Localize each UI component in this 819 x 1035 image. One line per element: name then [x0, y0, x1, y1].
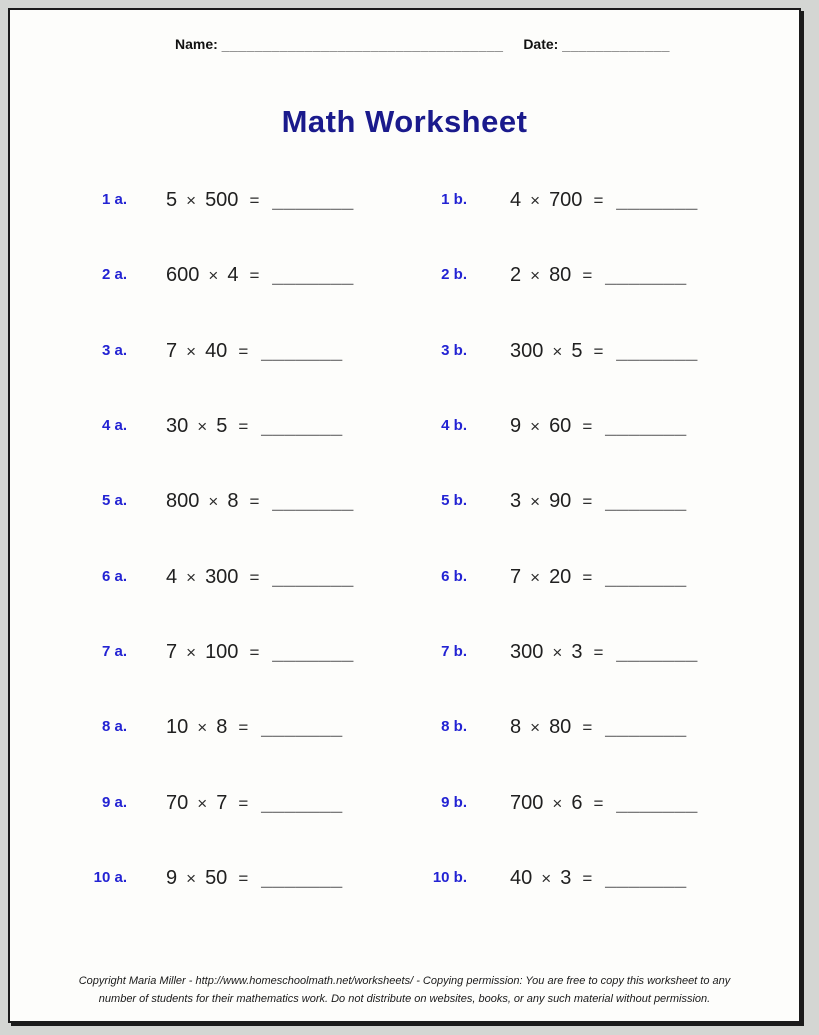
problem-expression-a [166, 338, 343, 365]
equals-sign: = [238, 341, 249, 361]
answer-blank: _______ [605, 867, 687, 890]
answer-blank: _______ [261, 339, 343, 362]
factor-1: 300 [510, 641, 544, 664]
factor-1: 70 [166, 791, 189, 814]
factor-1: 40 [510, 867, 533, 890]
answer-blank: _______ [261, 791, 343, 814]
equals-sign: = [593, 341, 604, 361]
answer-blank: _______ [272, 189, 354, 211]
answer-blank: _______ [272, 490, 354, 513]
name-label: Name: [175, 36, 218, 52]
problem-number-a: 9 a. [101, 793, 127, 811]
factor-1: 7 [166, 641, 178, 664]
problem-number-b: 9 b. [441, 793, 467, 811]
factor-2: 3 [560, 867, 572, 890]
problem-expression-b [510, 187, 698, 214]
factor-2: 8 [227, 490, 239, 513]
equals-sign: = [249, 492, 260, 512]
copyright-line-2: number of students for their mathematics work. Do not distribute on websites, books, or any such material without permission. [98, 993, 711, 1005]
factor-2: 300 [205, 565, 239, 588]
factor-2: 4 [227, 264, 239, 287]
equals-sign: = [582, 869, 593, 889]
problem-row [10, 413, 799, 488]
problem-row [10, 865, 799, 940]
equals-sign: = [249, 567, 260, 587]
problem-number-b: 2 b. [441, 266, 467, 284]
factor-1: 7 [166, 339, 178, 362]
equals-sign: = [238, 793, 249, 813]
problem-expression-a [166, 262, 354, 289]
equals-sign: = [582, 417, 593, 437]
problem-expression-b [510, 338, 698, 365]
times-sign: × [552, 643, 563, 663]
equals-sign: = [582, 567, 593, 587]
equals-sign: = [238, 718, 249, 738]
times-sign: × [208, 266, 219, 286]
times-sign: × [197, 417, 208, 437]
problem-number-a: 1 a. [101, 191, 127, 208]
answer-blank: _______ [261, 415, 343, 438]
factor-2: 80 [549, 716, 572, 739]
answer-blank: _______ [261, 867, 343, 890]
times-sign: × [541, 869, 552, 889]
problem-number-b: 8 b. [441, 718, 467, 736]
times-sign: × [530, 191, 541, 210]
equals-sign: = [593, 643, 604, 663]
factor-2: 700 [549, 189, 583, 211]
factor-1: 10 [166, 716, 189, 739]
problem-number-b: 6 b. [441, 567, 467, 585]
answer-blank: _______ [605, 716, 687, 739]
factor-2: 80 [549, 264, 572, 287]
times-sign: × [186, 567, 197, 587]
factor-2: 8 [216, 716, 228, 739]
answer-blank: _______ [272, 565, 354, 588]
times-sign: × [552, 341, 563, 361]
factor-2: 60 [549, 415, 572, 438]
problem-expression-b [510, 865, 687, 892]
factor-2: 500 [205, 189, 239, 211]
problem-number-a: 6 a. [101, 567, 127, 585]
factor-1: 4 [510, 189, 522, 211]
equals-sign: = [249, 266, 260, 286]
factor-2: 20 [549, 565, 572, 588]
factor-2: 50 [205, 867, 228, 890]
factor-1: 800 [166, 490, 200, 513]
problem-expression-b [510, 262, 687, 289]
factor-1: 3 [510, 490, 522, 513]
factor-2: 6 [571, 791, 583, 814]
problem-number-b: 7 b. [441, 643, 467, 661]
problem-number-a: 2 a. [101, 266, 127, 284]
problem-expression-b [510, 488, 687, 515]
copyright-footer [10, 972, 799, 1008]
answer-blank: _______ [616, 791, 698, 814]
copyright-line-1: Copyright Maria Miller - http://www.homeschoolmath.net/worksheets/ - Copying permission: You are free to copy this worksheet to any [78, 975, 731, 987]
equals-sign: = [238, 869, 249, 889]
times-sign: × [530, 492, 541, 512]
problem-row [10, 338, 799, 413]
problem-expression-a [166, 413, 343, 440]
problem-expression-b [510, 714, 687, 741]
problem-expression-a [166, 714, 343, 741]
times-sign: × [530, 718, 541, 738]
date-blank-line: _____________ [562, 36, 670, 52]
times-sign: × [208, 492, 219, 512]
equals-sign: = [593, 793, 604, 813]
times-sign: × [197, 718, 208, 738]
problem-expression-a [166, 790, 343, 817]
equals-sign: = [249, 191, 260, 210]
factor-1: 8 [510, 716, 522, 739]
problem-number-b: 5 b. [441, 492, 467, 510]
page-title: Math Worksheet [281, 104, 528, 139]
factor-2: 100 [205, 641, 239, 664]
problem-row [10, 488, 799, 563]
problem-number-a: 7 a. [101, 643, 127, 661]
times-sign: × [530, 417, 541, 437]
problem-expression-a [166, 488, 354, 515]
problem-number-b: 3 b. [441, 341, 467, 359]
answer-blank: _______ [605, 565, 687, 588]
times-sign: × [197, 793, 208, 813]
answer-blank: _______ [272, 641, 354, 664]
factor-2: 7 [216, 791, 228, 814]
factor-1: 300 [510, 339, 544, 362]
problems-grid [10, 187, 799, 940]
answer-blank: _______ [272, 264, 354, 287]
factor-1: 9 [510, 415, 522, 438]
problem-number-a: 10 a. [93, 869, 127, 887]
factor-1: 4 [166, 565, 178, 588]
problem-expression-b [510, 790, 698, 817]
problem-expression-a [166, 639, 354, 666]
factor-1: 2 [510, 264, 522, 287]
factor-2: 3 [571, 641, 583, 664]
problem-row [10, 262, 799, 337]
problem-row [10, 564, 799, 639]
answer-blank: _______ [605, 490, 687, 513]
times-sign: × [530, 266, 541, 286]
times-sign: × [186, 643, 197, 663]
answer-blank: _______ [616, 189, 698, 211]
answer-blank: _______ [261, 716, 343, 739]
equals-sign: = [582, 718, 593, 738]
equals-sign: = [238, 417, 249, 437]
problem-number-a: 3 a. [101, 341, 127, 359]
times-sign: × [530, 567, 541, 587]
problem-number-b: 1 b. [441, 191, 467, 208]
factor-2: 5 [216, 415, 228, 438]
answer-blank: _______ [605, 264, 687, 287]
problem-expression-a [166, 865, 343, 892]
factor-1: 7 [510, 565, 522, 588]
problem-row [10, 790, 799, 865]
problem-expression-b [510, 413, 687, 440]
worksheet-page [8, 8, 801, 1023]
name-date-line [175, 34, 670, 54]
factor-1: 5 [166, 189, 178, 211]
problem-number-b: 4 b. [441, 417, 467, 435]
factor-1: 9 [166, 867, 178, 890]
date-label: Date: [523, 36, 559, 52]
answer-blank: _______ [605, 415, 687, 438]
problem-expression-b [510, 564, 687, 591]
answer-blank: _______ [616, 339, 698, 362]
name-blank-line: __________________________________ [221, 36, 504, 52]
equals-sign: = [249, 643, 260, 663]
factor-1: 700 [510, 791, 544, 814]
equals-sign: = [582, 492, 593, 512]
answer-blank: _______ [616, 641, 698, 664]
problem-number-a: 8 a. [101, 718, 127, 736]
times-sign: × [186, 869, 197, 889]
times-sign: × [186, 191, 197, 210]
problem-expression-b [510, 639, 698, 666]
factor-1: 600 [166, 264, 200, 287]
factor-2: 5 [571, 339, 583, 362]
problem-expression-a [166, 564, 354, 591]
times-sign: × [552, 793, 563, 813]
problem-number-a: 5 a. [101, 492, 127, 510]
times-sign: × [186, 341, 197, 361]
factor-1: 30 [166, 415, 189, 438]
equals-sign: = [582, 266, 593, 286]
problem-row [10, 714, 799, 789]
problem-row [10, 187, 799, 262]
equals-sign: = [593, 191, 604, 210]
factor-2: 40 [205, 339, 228, 362]
factor-2: 90 [549, 490, 572, 513]
problem-number-b: 10 b. [432, 869, 467, 887]
problem-number-a: 4 a. [101, 417, 127, 435]
problem-expression-a [166, 187, 354, 214]
problem-row [10, 639, 799, 714]
